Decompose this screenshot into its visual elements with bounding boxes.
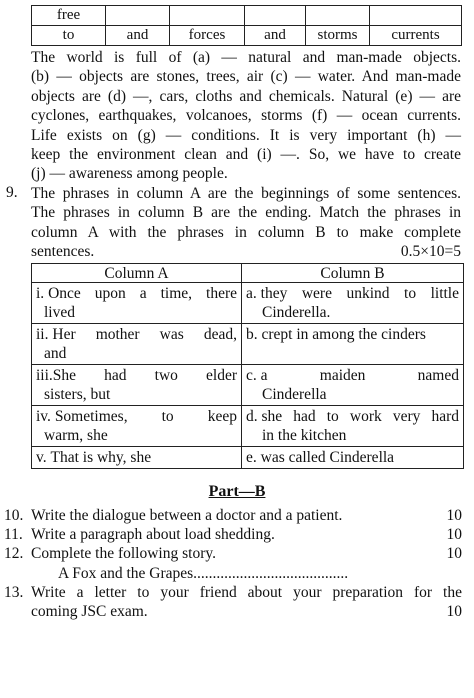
column-b-cell — [242, 365, 464, 406]
question-text-continued: coming JSC exam. — [31, 603, 148, 621]
item-text-continued: lived — [44, 304, 75, 321]
word-cell — [245, 6, 306, 26]
item-text-continued — [246, 344, 459, 363]
story-title: A Fox and the Grapes........................................ — [58, 565, 349, 582]
item-text: they were unkind to little — [260, 285, 459, 302]
column-b-cell — [242, 447, 464, 469]
item-text-continued: in the kitchen — [262, 427, 347, 444]
word-cell: free — [32, 6, 106, 26]
question-number: 13. — [4, 584, 24, 601]
marks-label: 10 — [446, 526, 462, 543]
question-number: 11. — [4, 526, 23, 543]
word-box-row — [32, 26, 462, 46]
column-b-header: Column B — [242, 264, 464, 283]
question-number: 9. — [6, 184, 18, 201]
column-b-cell — [242, 324, 464, 365]
matching-row — [32, 365, 464, 406]
word-cell: and — [245, 26, 306, 46]
word-cell: forces — [170, 26, 245, 46]
word-cell — [170, 6, 245, 26]
item-text: She had two elder — [52, 367, 237, 384]
section-heading: Part—B — [208, 483, 266, 500]
question-line: The phrases in column B are the ending. Match the phrases in — [31, 204, 461, 222]
passage-line: (b) — objects are stones, trees, air (c) — water. And man-made — [31, 68, 461, 86]
item-key: iii. — [36, 367, 53, 384]
question-line: sentences. — [31, 243, 95, 260]
passage-line: The world is full of (a) — natural and man-made objects. — [31, 49, 461, 66]
item-text-continued: Cinderella — [262, 386, 327, 403]
column-a-cell — [32, 283, 242, 324]
question-text: Write a letter to your friend about your preparation for the — [31, 584, 462, 601]
item-text-continued: sisters, but — [44, 386, 111, 403]
item-key: a. — [246, 285, 257, 302]
column-a-header: Column A — [32, 264, 242, 283]
passage-line: (j) — awareness among people. — [31, 165, 228, 183]
item-text: a maiden named — [260, 367, 459, 384]
question-number: 12. — [4, 545, 24, 562]
question-9-text — [31, 184, 461, 242]
word-box-table — [31, 5, 462, 46]
word-cell: storms — [306, 26, 370, 46]
cloze-passage — [31, 48, 461, 184]
column-b-cell — [242, 406, 464, 447]
word-box-row — [32, 6, 462, 26]
matching-row — [32, 447, 464, 469]
word-cell: to — [32, 26, 106, 46]
marks-label: 10 — [446, 507, 462, 524]
word-cell: currents — [370, 26, 462, 46]
word-cell — [106, 6, 170, 26]
item-text: Her mother was dead, — [52, 326, 237, 343]
question-text: Complete the following story. — [31, 545, 216, 562]
item-text: Once upon a time, there — [48, 285, 237, 302]
item-text: she had to work very hard — [261, 408, 459, 425]
question-text: Write a paragraph about load shedding. — [31, 526, 275, 543]
question-line: column A with the phrases in column B to make complete — [31, 223, 461, 241]
matching-row — [32, 324, 464, 365]
word-cell — [306, 6, 370, 26]
item-key: iv. — [36, 408, 51, 425]
column-a-cell — [32, 406, 242, 447]
item-key: i. — [36, 285, 45, 302]
column-a-cell — [32, 365, 242, 406]
item-key: c. — [246, 367, 257, 384]
word-cell — [370, 6, 462, 26]
item-text-continued: and — [44, 345, 67, 362]
question-number: 10. — [4, 507, 24, 524]
item-text: That is why, she — [50, 449, 152, 466]
passage-line: cyclones, earthquakes, volcanoes, storms (f) — ocean currents. — [31, 107, 461, 125]
passage-line: objects are (d) —, cars, cloths and chemicals. Natural (e) — are — [31, 87, 461, 105]
item-text: crept in among the cinders — [261, 326, 426, 343]
item-text: Sometimes, to keep — [54, 408, 237, 425]
item-key: d. — [246, 408, 258, 425]
matching-table — [31, 263, 464, 469]
marks-label: 10 — [446, 545, 462, 562]
item-key: e. — [246, 449, 257, 466]
item-key: b. — [246, 326, 258, 343]
question-line: The phrases in column A are the beginnings of some sentences. — [31, 185, 461, 202]
item-text-continued: warm, she — [44, 427, 108, 444]
word-cell: and — [106, 26, 170, 46]
column-a-cell — [32, 447, 242, 469]
passage-line: keep the environment clean and (i) —. So, we have to create — [31, 145, 461, 163]
passage-line: Life exists on (g) — conditions. It is very important (h) — — [31, 126, 461, 144]
marks-label: 0.5×10=5 — [400, 243, 461, 260]
question-text: Write the dialogue between a doctor and a patient. — [31, 507, 343, 524]
item-key: ii. — [36, 326, 49, 343]
item-text-continued: Cinderella. — [262, 304, 331, 321]
matching-row — [32, 406, 464, 447]
item-text: was called Cinderella — [260, 449, 395, 466]
marks-label: 10 — [446, 603, 462, 621]
column-b-cell — [242, 283, 464, 324]
item-key: v. — [36, 449, 47, 466]
matching-header-row — [32, 264, 464, 283]
matching-row — [32, 283, 464, 324]
column-a-cell — [32, 324, 242, 365]
